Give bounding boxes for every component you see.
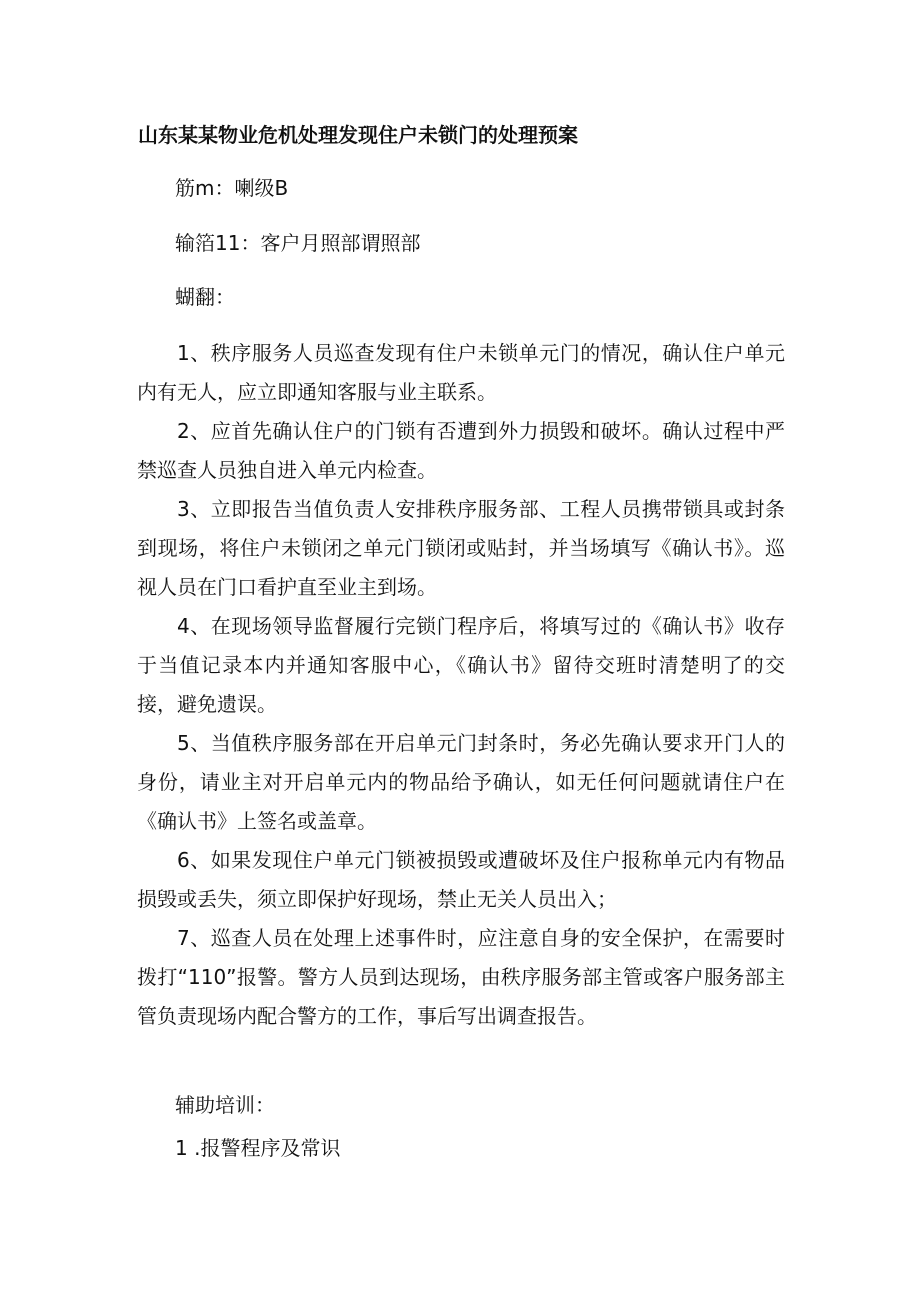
meta-line-1: 筋m：喇级B: [175, 176, 289, 200]
meta-line-2: 输箔11：客户月照部谓照部: [175, 231, 421, 255]
procedure-item-7: 7、巡查人员在处理上述事件时，应注意自身的安全保护，在需要时拨打“110”报警。警方人员到达现场，由秩序服务部主管或客户服务部主管负责现场内配合警方的工作，事后写出调查报告。: [137, 926, 785, 1028]
document-title: 山东某某物业危机处理发现住户未锁门的处理预案: [138, 123, 578, 147]
procedure-item-6: 6、如果发现住户单元门锁被损毁或遭破坏及住户报称单元内有物品损毁或丢失，须立即保护好现场，禁止无关人员出入；: [137, 848, 785, 911]
procedure-item-4: 4、在现场领导监督履行完锁门程序后，将填写过的《确认书》收存于当值记录本内并通知客服中心，《确认书》留待交班时清楚明了的交接，避免遗误。: [137, 614, 785, 716]
aux-training-item: 1 .报警程序及常识: [175, 1136, 341, 1160]
procedure-list: [137, 334, 785, 1036]
procedure-item-5: 5、当值秩序服务部在开启单元门封条时，务必先确认要求开门人的身份，请业主对开启单元内的物品给予确认，如无任何问题就请住户在《确认书》上签名或盖章。: [137, 731, 785, 833]
procedure-item-1: 1、秩序服务人员巡查发现有住户未锁单元门的情况，确认住户单元内有无人，应立即通知客服与业主联系。: [137, 341, 785, 404]
procedure-item-3: 3、立即报告当值负责人安排秩序服务部、工程人员携带锁具或封条到现场，将住户未锁闭之单元门锁闭或贴封，并当场填写《确认书》。巡视人员在门口看护直至业主到场。: [137, 497, 785, 599]
meta-line-3: 蝴翻：: [175, 285, 235, 309]
aux-training-heading: 辅助培训：: [175, 1093, 275, 1117]
procedure-item-2: 2、应首先确认住户的门锁有否遭到外力损毁和破坏。确认过程中严禁巡查人员独自进入单元内检查。: [137, 419, 785, 482]
